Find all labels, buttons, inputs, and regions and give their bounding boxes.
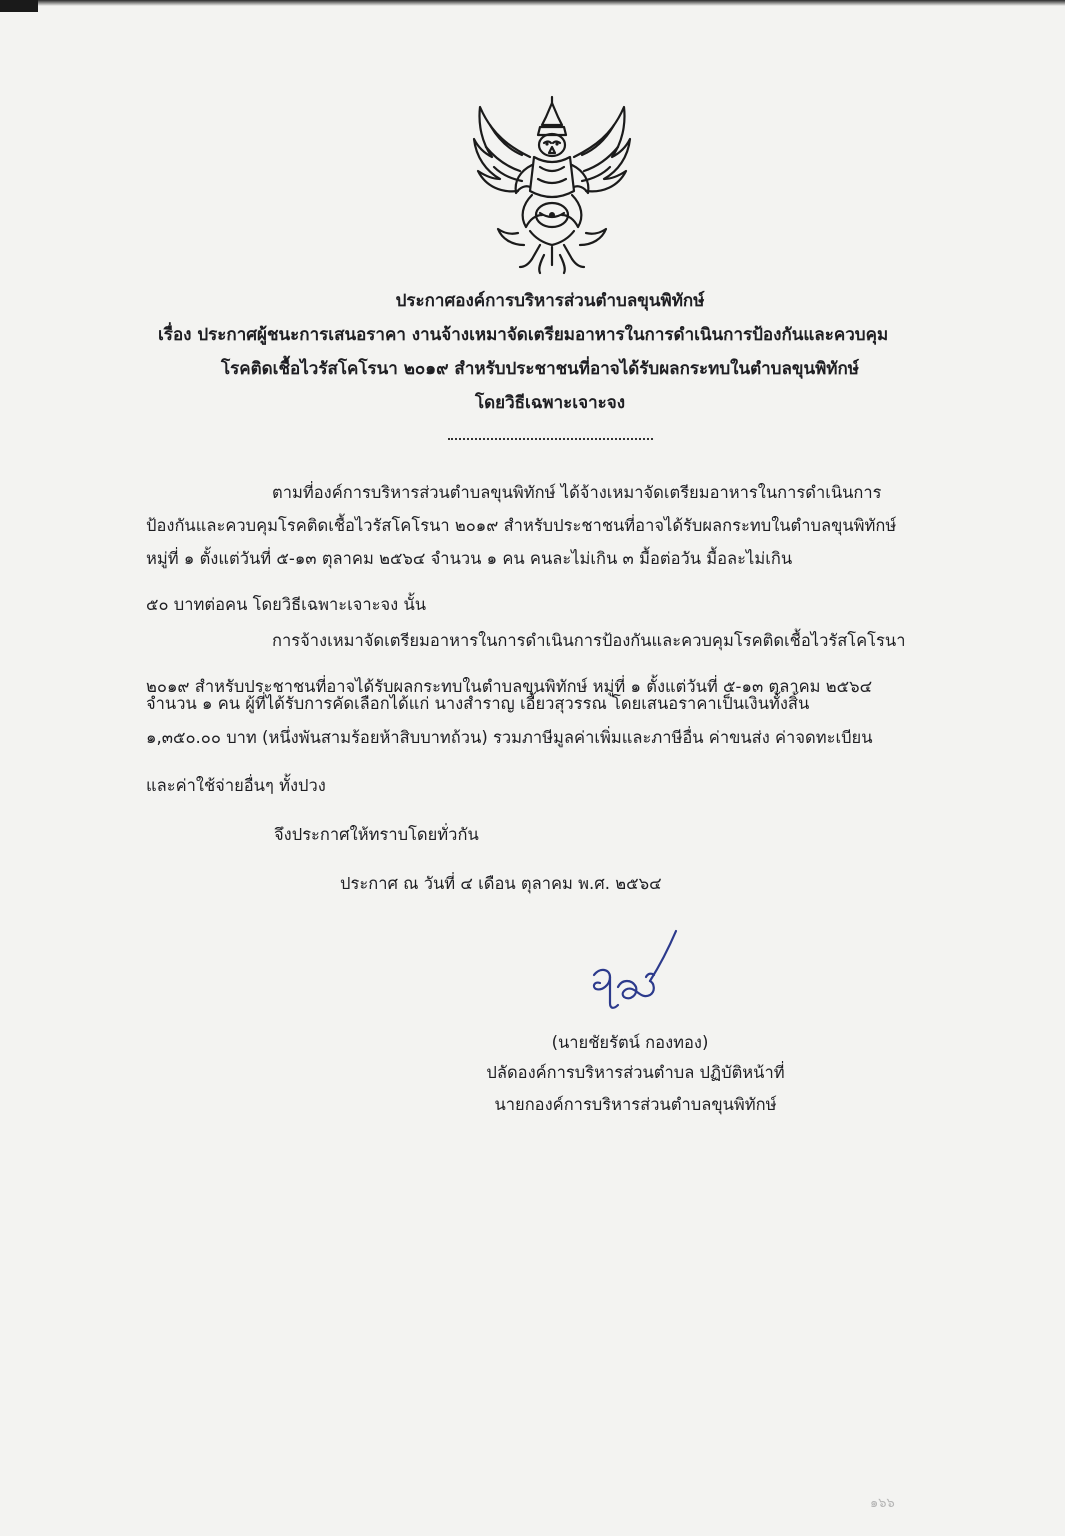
signatory-position-1: ปลัดองค์การบริหารส่วนตำบล ปฏิบัติหน้าที่ bbox=[486, 1063, 785, 1082]
signatory-name: (นายชัยรัตน์ กองทอง) bbox=[551, 1033, 709, 1052]
title-divider bbox=[448, 438, 653, 440]
handwritten-signature bbox=[580, 925, 690, 1015]
paragraph-1-line-1: ตามที่องค์การบริหารส่วนตำบลขุนพิทักษ์ ได้จ้างเหมาจัดเตรียมอาหารในการดำเนินการ bbox=[272, 483, 882, 502]
scan-edge-corner bbox=[0, 0, 38, 12]
paragraph-1-line-3: หมู่ที่ ๑ ตั้งแต่วันที่ ๕-๑๓ ตุลาคม ๒๕๖๔ จำนวน ๑ คน คนละไม่เกิน ๓ มื้อต่อวัน มื้อละไม่เกิน bbox=[146, 549, 793, 568]
scan-edge bbox=[0, 0, 1065, 6]
subject-line-3: โดยวิธีเฉพาะเจาะจง bbox=[474, 393, 626, 413]
paragraph-1-line-4: ๕๐ บาทต่อคน โดยวิธีเฉพาะเจาะจง นั้น bbox=[146, 595, 427, 614]
paragraph-2-line-1: การจ้างเหมาจัดเตรียมอาหารในการดำเนินการป้องกันและควบคุมโรคติดเชื้อไวรัสโคโรนา bbox=[272, 631, 906, 650]
paragraph-2-line-5: และค่าใช้จ่ายอื่นๆ ทั้งปวง bbox=[146, 776, 326, 795]
subject-line-2: โรคติดเชื้อไวรัสโคโรนา ๒๐๑๙ สำหรับประชาชนที่อาจได้รับผลกระทบในตำบลขุนพิทักษ์ bbox=[220, 359, 860, 379]
paragraph-2-line-3: จำนวน ๑ คน ผู้ที่ได้รับการคัดเลือกได้แก่ นางสำราญ เอี้ยวสุวรรณ โดยเสนอราคาเป็นเงินทั้งสิ้น bbox=[146, 694, 810, 713]
garuda-emblem-icon bbox=[470, 95, 635, 275]
paragraph-2-line-4: ๑,๓๕๐.๐๐ บาท (หนึ่งพันสามร้อยห้าสิบบาทถ้วน) รวมภาษีมูลค่าเพิ่มและภาษีอื่น ค่าขนส่ง ค่าจดทะเบียน bbox=[146, 728, 873, 747]
announcement-date: ประกาศ ณ วันที่ ๔ เดือน ตุลาคม พ.ศ. ๒๕๖๔ bbox=[340, 874, 662, 893]
subject-line-1: เรื่อง ประกาศผู้ชนะการเสนอราคา งานจ้างเหมาจัดเตรียมอาหารในการดำเนินการป้องกันและควบคุม bbox=[158, 325, 889, 345]
signatory-position-2: นายกองค์การบริหารส่วนตำบลขุนพิทักษ์ bbox=[494, 1095, 777, 1114]
page-mark: ๑๖๖ bbox=[870, 1496, 895, 1511]
announcement-title: ประกาศองค์การบริหารส่วนตำบลขุนพิทักษ์ bbox=[395, 291, 705, 311]
paragraph-2-line-2: ๒๐๑๙ สำหรับประชาชนที่อาจได้รับผลกระทบในตำบลขุนพิทักษ์ หมู่ที่ ๑ ตั้งแต่วันที่ ๕-๑๓ ตุลาคม ๒๕๖๔ bbox=[146, 677, 873, 696]
closing-statement: จึงประกาศให้ทราบโดยทั่วกัน bbox=[274, 825, 479, 844]
paragraph-1-line-2: ป้องกันและควบคุมโรคติดเชื้อไวรัสโคโรนา ๒๐๑๙ สำหรับประชาชนที่อาจได้รับผลกระทบในตำบลขุนพิทักษ์ bbox=[146, 516, 897, 535]
